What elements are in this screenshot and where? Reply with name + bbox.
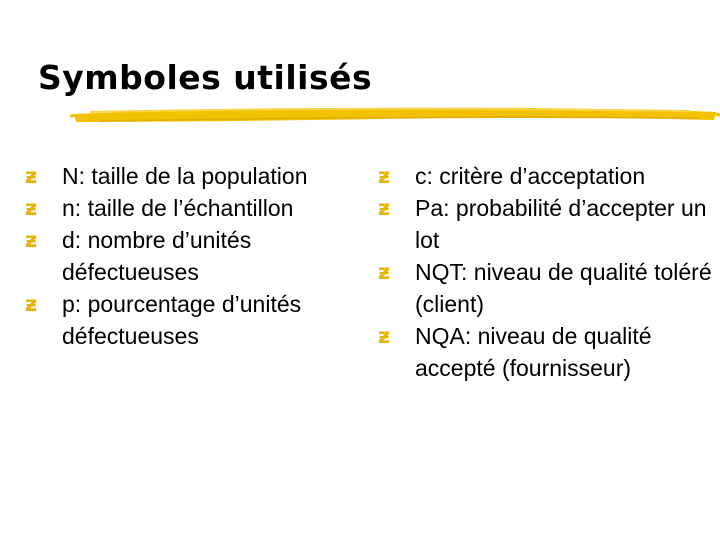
list-item-text: c: critère d’acceptation (415, 163, 646, 189)
slide-title: Symboles utilisés (38, 58, 373, 97)
zeta-bullet-icon: ƶ (377, 164, 391, 188)
list-item-text: n: taille de l’échantillon (62, 195, 294, 221)
left-column-list (20, 160, 365, 352)
list-item-text: d: nombre d’unités défectueuses (62, 227, 252, 285)
zeta-bullet-icon: ƶ (377, 324, 391, 348)
list-item-text: N: taille de la population (62, 163, 308, 189)
list-item-text: NQT: niveau de qualité toléré (client) (415, 259, 712, 317)
list-item (373, 192, 718, 256)
zeta-bullet-icon: ƶ (24, 228, 38, 252)
list-item (373, 320, 718, 384)
title-underline-brushstroke (70, 100, 720, 130)
list-item (20, 224, 365, 288)
list-item (20, 192, 365, 224)
right-column-list (373, 160, 718, 384)
list-item-text: p: pourcentage d’unités défectueuses (62, 291, 302, 349)
zeta-bullet-icon: ƶ (24, 292, 38, 316)
list-item-text: Pa: probabilité d’accepter un lot (415, 195, 707, 253)
list-item-text: NQA: niveau de qualité accepté (fournisseur) (415, 323, 652, 381)
zeta-bullet-icon: ƶ (377, 196, 391, 220)
zeta-bullet-icon: ƶ (24, 196, 38, 220)
list-item (20, 288, 365, 352)
list-item (373, 256, 718, 320)
zeta-bullet-icon: ƶ (377, 260, 391, 284)
list-item (20, 160, 365, 192)
zeta-bullet-icon: ƶ (24, 164, 38, 188)
list-item (373, 160, 718, 192)
